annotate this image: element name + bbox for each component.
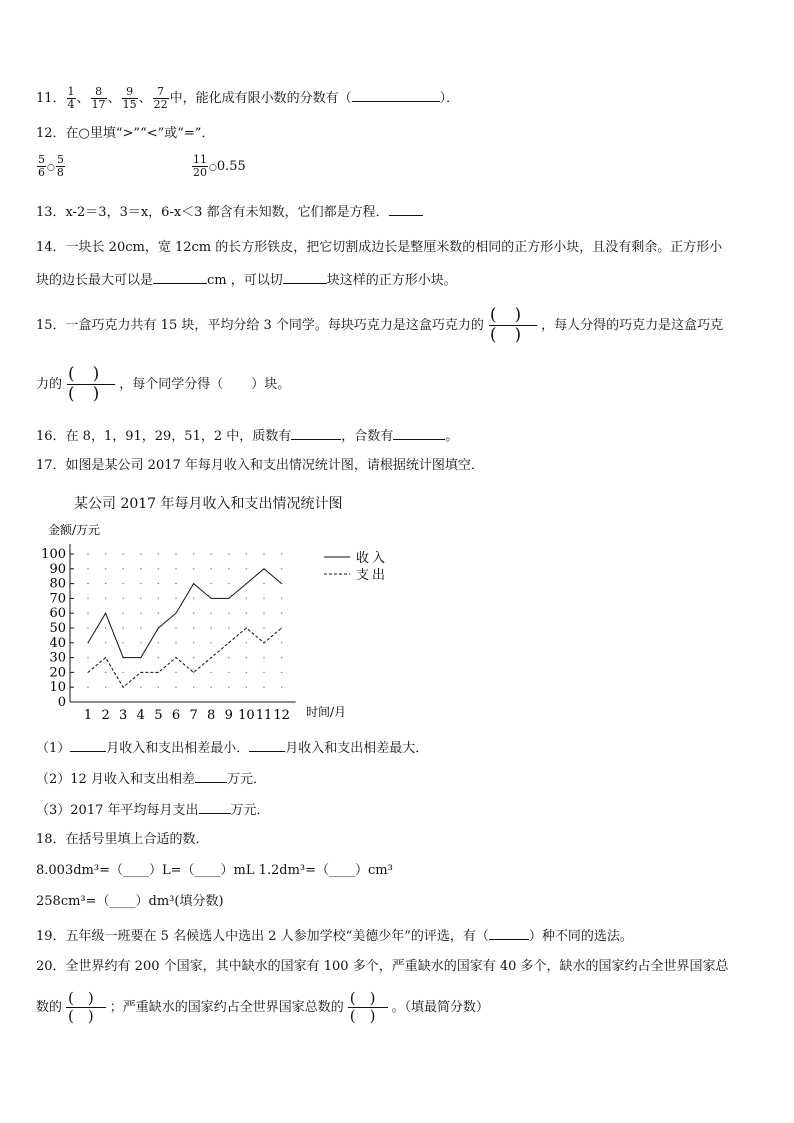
- question-15-line1: 15．一盒巧克力共有 15 块，平均分给 3 个同学。每块巧克力是这盒巧克力的 () () ，每人分得的巧克力是这盒巧克: [36, 305, 724, 345]
- grid-dot: [193, 657, 194, 658]
- grid-dot: [211, 627, 212, 628]
- grid-dot: [263, 553, 264, 554]
- grid-dot: [158, 687, 159, 688]
- series-line-支出: [88, 628, 282, 687]
- answer-blank[interactable]: [393, 425, 445, 440]
- grid-dot: [105, 568, 106, 569]
- grid-dot: [281, 687, 282, 688]
- grid-dot: [87, 568, 88, 569]
- grid-dot: [140, 613, 141, 614]
- grid-dot: [175, 553, 176, 554]
- x-tick-label: 1: [83, 708, 93, 723]
- y-tick-label: 50: [49, 621, 66, 636]
- grid-dot: [175, 672, 176, 673]
- grid-dot: [263, 598, 264, 599]
- legend-label: 收入: [356, 551, 389, 566]
- grid-dot: [158, 657, 159, 658]
- grid-dot: [123, 598, 124, 599]
- x-tick-label: 11: [255, 708, 273, 723]
- grid-dot: [211, 687, 212, 688]
- grid-dot: [281, 672, 282, 673]
- grid-dot: [263, 627, 264, 628]
- y-tick-label: 10: [49, 680, 66, 696]
- grid-dot: [228, 687, 229, 688]
- grid-dot: [281, 657, 282, 658]
- line-chart: [28, 516, 398, 726]
- grid-dot: [105, 687, 106, 688]
- grid-dot: [175, 687, 176, 688]
- grid-dot: [193, 627, 194, 628]
- question-20-line2: 数的 () () ；严重缺水的国家约占全世界国家总数的 () () 。（填最简分数）: [36, 989, 489, 1025]
- answer-blank[interactable]: [352, 87, 440, 102]
- q12-compare-left: $\frac{5}{6}$ ○ $\frac{5}{8}$: [38, 153, 64, 179]
- grid-dot: [211, 672, 212, 673]
- grid-dot: [140, 598, 141, 599]
- grid-dot: [228, 613, 229, 614]
- question-16: 16．在 8，1，91，29，51，2 中，质数有 ，合数有 。: [36, 425, 458, 447]
- grid-dot: [105, 553, 106, 554]
- question-11: 11． $\frac{1}{4}$ 、 $\frac{8}{17}$ 、 $\frac{9}{15}$ 、 $\frac{7}{22}$ 中，能化成有限小数的分数有（ ）．: [36, 85, 460, 111]
- grid-dot: [281, 553, 282, 554]
- answer-blank[interactable]: [70, 737, 106, 752]
- grid-dot: [105, 598, 106, 599]
- grid-dot: [123, 642, 124, 643]
- grid-dot: [263, 583, 264, 584]
- fraction: $\frac{8}{17}$: [91, 85, 106, 111]
- grid-dot: [211, 553, 212, 554]
- grid-dot: [228, 568, 229, 569]
- x-tick-label: 5: [154, 708, 163, 723]
- grid-dot: [140, 568, 141, 569]
- question-17-sub1: （1） 月收入和支出相差最小． 月收入和支出相差最大．: [36, 737, 428, 759]
- grid-dot: [228, 583, 229, 584]
- grid-dot: [246, 657, 247, 658]
- grid-dot: [123, 568, 124, 569]
- grid-dot: [246, 613, 247, 614]
- y-axis-label: 金额/万元: [48, 523, 101, 537]
- grid-dot: [193, 687, 194, 688]
- grid-dot: [158, 613, 159, 614]
- grid-dot: [281, 598, 282, 599]
- compare-circle[interactable]: ○: [209, 163, 217, 173]
- grid-dot: [140, 553, 141, 554]
- x-tick-label: 4: [136, 708, 145, 723]
- grid-dot: [193, 568, 194, 569]
- y-tick-label: 40: [49, 635, 66, 651]
- grid-dot: [228, 627, 229, 628]
- question-15-line2: 力的 () () ，每个同学分得（ ）块。: [36, 364, 291, 404]
- grid-dot: [193, 613, 194, 614]
- grid-dot: [87, 613, 88, 614]
- grid-dot: [175, 598, 176, 599]
- question-13: 13．x-2＝3，3＝x，6-x＜3 都含有未知数，它们都是方程．: [36, 201, 423, 223]
- grid-dot: [140, 583, 141, 584]
- fraction-blank[interactable]: () (): [68, 364, 118, 404]
- grid-dot: [211, 568, 212, 569]
- grid-dot: [263, 613, 264, 614]
- grid-dot: [228, 657, 229, 658]
- question-14-line2: 块的边长最大可以是 cm ，可以切 块这样的正方形小块。: [36, 269, 457, 291]
- question-18: 18．在括号里填上合适的数．: [36, 832, 209, 847]
- question-17-sub2: （2）12 月收入和支出相差 万元．: [36, 768, 266, 790]
- question-17-sub3: （3）2017 年平均每月支出 万元．: [36, 799, 270, 821]
- grid-dot: [175, 642, 176, 643]
- grid-dot: [246, 598, 247, 599]
- grid-dot: [87, 583, 88, 584]
- y-tick-label: 90: [49, 561, 66, 577]
- grid-dot: [140, 687, 141, 688]
- grid-dot: [246, 687, 247, 688]
- grid-dot: [263, 672, 264, 673]
- question-14-line1: 14．一块长 20cm，宽 12cm 的长方形铁皮，把它切割成边长是整厘米数的相同的正方形小块，且没有剩余。正方形小: [36, 240, 723, 255]
- grid-dot: [281, 613, 282, 614]
- question-12: 12．在○里填“>”“<”或“=”．: [36, 126, 215, 141]
- question-18-row2: 258cm³=（____）dm³(填分数): [36, 894, 224, 909]
- answer-blank[interactable]: [195, 768, 227, 783]
- question-17: 17．如图是某公司 2017 年每月收入和支出情况统计图，请根据统计图填空．: [36, 458, 484, 473]
- grid-dot: [123, 672, 124, 673]
- grid-dot: [211, 613, 212, 614]
- grid-dot: [140, 642, 141, 643]
- answer-blank[interactable]: [249, 737, 285, 752]
- grid-dot: [123, 613, 124, 614]
- grid-dot: [211, 642, 212, 643]
- y-tick-label: 0: [57, 695, 66, 710]
- answer-blank[interactable]: [283, 269, 327, 284]
- grid-dot: [263, 657, 264, 658]
- y-tick-label: 100: [41, 547, 66, 562]
- grid-dot: [87, 657, 88, 658]
- y-tick-label: 70: [49, 591, 66, 607]
- x-tick-label: 6: [171, 708, 181, 723]
- grid-dot: [211, 583, 212, 584]
- answer-blank[interactable]: [199, 799, 231, 814]
- question-20-line1: 20．全世界约有 200 个国家，其中缺水的国家有 100 多个，严重缺水的国家有 40 多个，缺水的国家约占全世界国家总: [36, 959, 729, 974]
- grid-dot: [175, 627, 176, 628]
- answer-blank[interactable]: [153, 269, 207, 284]
- grid-dot: [87, 687, 88, 688]
- grid-dot: [175, 583, 176, 584]
- x-tick-label: 10: [238, 708, 255, 723]
- y-tick-label: 20: [49, 665, 66, 681]
- grid-dot: [281, 568, 282, 569]
- grid-dot: [105, 672, 106, 673]
- fraction-blank[interactable]: () (): [489, 305, 540, 345]
- fraction: $\frac{9}{15}$: [122, 85, 137, 111]
- grid-dot: [193, 642, 194, 643]
- grid-dot: [87, 553, 88, 554]
- y-tick-label: 60: [49, 606, 66, 622]
- grid-dot: [246, 553, 247, 554]
- chart-title: 某公司 2017 年每月收入和支出情况统计图: [74, 496, 343, 512]
- x-tick-label: 12: [273, 708, 290, 723]
- grid-dot: [105, 642, 106, 643]
- answer-blank[interactable]: [389, 201, 423, 216]
- grid-dot: [175, 568, 176, 569]
- grid-dot: [263, 687, 264, 688]
- series-line-收入: [88, 569, 282, 658]
- grid-dot: [140, 627, 141, 628]
- grid-dot: [87, 598, 88, 599]
- question-18-row1: 8.003dm³=（____）L=（____）mL 1.2dm³=（____）cm³: [36, 863, 393, 878]
- x-axis-label: 时间/月: [306, 705, 347, 719]
- grid-dot: [246, 568, 247, 569]
- grid-dot: [123, 627, 124, 628]
- x-tick-label: 9: [224, 708, 233, 723]
- grid-dot: [105, 583, 106, 584]
- fraction: $\frac{7}{22}$: [153, 85, 168, 111]
- x-tick-label: 3: [119, 708, 128, 723]
- question-19: 19．五年级一班要在 5 名候选人中选出 2 人参加学校“美德少年”的评选，有（ ）种不同的选法。: [36, 925, 633, 947]
- answer-blank[interactable]: [489, 925, 529, 940]
- x-tick-label: 7: [189, 708, 198, 723]
- grid-dot: [228, 553, 229, 554]
- y-tick-label: 80: [49, 576, 66, 592]
- grid-dot: [123, 583, 124, 584]
- legend-label: 支出: [356, 568, 389, 583]
- grid-dot: [158, 598, 159, 599]
- x-tick-label: 8: [207, 708, 216, 723]
- compare-circle[interactable]: ○: [47, 163, 55, 173]
- y-tick-label: 30: [49, 650, 66, 666]
- grid-dot: [193, 598, 194, 599]
- grid-dot: [158, 642, 159, 643]
- grid-dot: [123, 553, 124, 554]
- fraction-blank[interactable]: () (): [346, 990, 390, 1025]
- grid-dot: [158, 568, 159, 569]
- fraction: $\frac{1}{4}$: [67, 85, 75, 111]
- grid-dot: [158, 553, 159, 554]
- grid-dot: [228, 672, 229, 673]
- grid-dot: [281, 642, 282, 643]
- fraction-blank[interactable]: () (): [64, 990, 108, 1025]
- q12-compare-right: $\frac{11}{20}$ ○0.55: [193, 153, 246, 179]
- grid-dot: [105, 627, 106, 628]
- x-tick-label: 2: [101, 708, 110, 723]
- grid-dot: [87, 627, 88, 628]
- grid-dot: [193, 553, 194, 554]
- grid-dot: [246, 642, 247, 643]
- grid-dot: [246, 672, 247, 673]
- answer-blank[interactable]: [291, 425, 341, 440]
- grid-dot: [158, 583, 159, 584]
